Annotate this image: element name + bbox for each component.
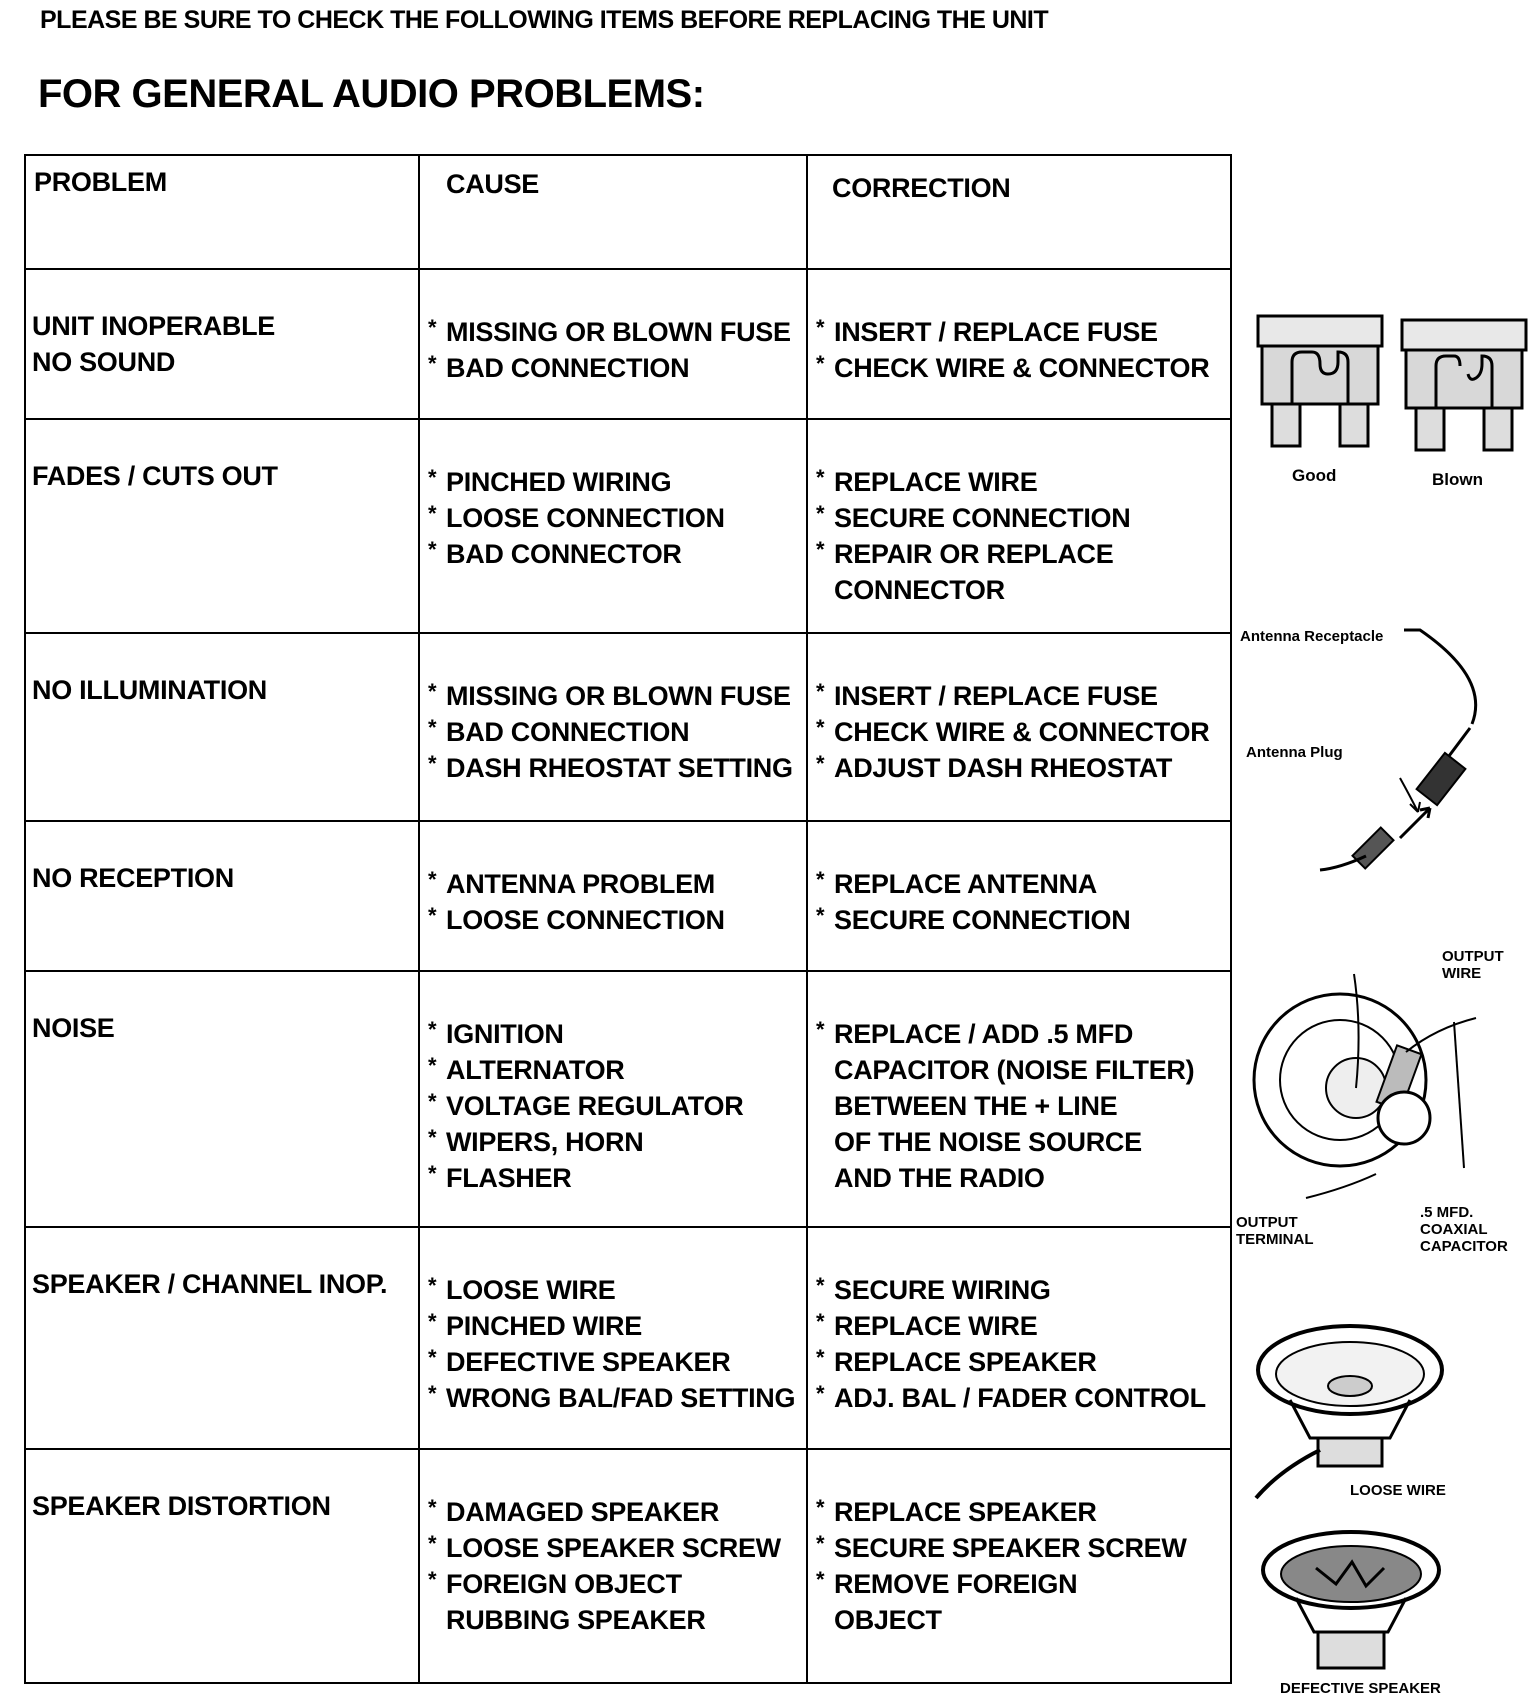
cause-item: * VOLTAGE REGULATOR <box>428 1088 806 1124</box>
fuse-good-label: Good <box>1292 466 1337 485</box>
correction-item: * CHECK WIRE & CONNECTOR <box>816 714 1230 750</box>
section-title: FOR GENERAL AUDIO PROBLEMS: <box>38 72 705 116</box>
cause-item: * FOREIGN OBJECT <box>428 1566 806 1602</box>
correction-item: OBJECT <box>834 1605 942 1635</box>
problem-cell: NO ILLUMINATION <box>25 633 419 821</box>
cause-item: * PINCHED WIRE <box>428 1308 806 1344</box>
correction-cell <box>807 633 1231 821</box>
correction-item: * CHECK WIRE & CONNECTOR <box>816 350 1230 386</box>
problem-cell: SPEAKER DISTORTION <box>25 1449 419 1683</box>
correction-item: * SECURE CONNECTION <box>816 500 1230 536</box>
cause-item: * WIPERS, HORN <box>428 1124 806 1160</box>
cause-item: * DEFECTIVE SPEAKER <box>428 1344 806 1380</box>
troubleshooting-table <box>24 154 1232 1684</box>
cause-item: * BAD CONNECTION <box>428 714 806 750</box>
table-header-row <box>25 155 1231 269</box>
problem-cell: NOISE <box>25 971 419 1227</box>
loose-wire-label: LOOSE WIRE <box>1350 1482 1446 1499</box>
output-terminal-label: OUTPUT TERMINAL <box>1236 1214 1314 1248</box>
fuse-blown-label: Blown <box>1432 470 1483 489</box>
cause-cell <box>419 419 807 633</box>
cause-item: * LOOSE SPEAKER SCREW <box>428 1530 806 1566</box>
correction-cell <box>807 821 1231 971</box>
capacitor-label: .5 MFD. COAXIAL CAPACITOR <box>1420 1204 1508 1255</box>
cause-item: * BAD CONNECTOR <box>428 536 806 572</box>
cause-item: RUBBING SPEAKER <box>446 1605 706 1635</box>
cause-cell <box>419 269 807 419</box>
cause-cell <box>419 971 807 1227</box>
table-row <box>25 1449 1231 1683</box>
problem-cell: FADES / CUTS OUT <box>25 419 419 633</box>
table-row <box>25 633 1231 821</box>
correction-item: OF THE NOISE SOURCE <box>834 1127 1142 1157</box>
cause-cell <box>419 1227 807 1449</box>
correction-item: * INSERT / REPLACE FUSE <box>816 314 1230 350</box>
cause-item: * IGNITION <box>428 1016 806 1052</box>
correction-item: CAPACITOR (NOISE FILTER) <box>834 1055 1195 1085</box>
cause-item: * LOOSE WIRE <box>428 1272 806 1308</box>
correction-item: * REPLACE / ADD .5 MFD <box>816 1016 1230 1052</box>
table-row <box>25 269 1231 419</box>
correction-item: * INSERT / REPLACE FUSE <box>816 678 1230 714</box>
problem-cell: SPEAKER / CHANNEL INOP. <box>25 1227 419 1449</box>
table-row <box>25 821 1231 971</box>
correction-item: * REMOVE FOREIGN <box>816 1566 1230 1602</box>
cause-cell <box>419 633 807 821</box>
correction-item: * ADJUST DASH RHEOSTAT <box>816 750 1230 786</box>
correction-item: * REPLACE ANTENNA <box>816 866 1230 902</box>
output-wire-label: OUTPUT WIRE <box>1442 948 1504 982</box>
problem-cell: NO RECEPTION <box>25 821 419 971</box>
cause-item: * FLASHER <box>428 1160 806 1196</box>
column-header-correction: CORRECTION <box>807 155 1231 269</box>
correction-item: * ADJ. BAL / FADER CONTROL <box>816 1380 1230 1416</box>
alternator-capacitor-illustration <box>1236 968 1486 1208</box>
defective-speaker-illustration <box>1256 1528 1446 1678</box>
correction-item: * SECURE WIRING <box>816 1272 1230 1308</box>
column-header-cause: CAUSE <box>419 155 807 269</box>
correction-item: * SECURE SPEAKER SCREW <box>816 1530 1230 1566</box>
correction-item: * REPAIR OR REPLACE <box>816 536 1230 572</box>
antenna-receptacle-label: Antenna Receptacle <box>1240 628 1384 645</box>
cause-item: * PINCHED WIRING <box>428 464 806 500</box>
correction-item: * REPLACE WIRE <box>816 1308 1230 1344</box>
cause-item: * DAMAGED SPEAKER <box>428 1494 806 1530</box>
cause-item: * MISSING OR BLOWN FUSE <box>428 314 806 350</box>
correction-cell <box>807 419 1231 633</box>
cause-item: * ANTENNA PROBLEM <box>428 866 806 902</box>
correction-item: * REPLACE SPEAKER <box>816 1344 1230 1380</box>
correction-item: CONNECTOR <box>834 575 1005 605</box>
correction-cell <box>807 1449 1231 1683</box>
correction-item: * REPLACE WIRE <box>816 464 1230 500</box>
correction-item: * SECURE CONNECTION <box>816 902 1230 938</box>
antenna-plug-label: Antenna Plug <box>1246 744 1343 761</box>
cause-item: * MISSING OR BLOWN FUSE <box>428 678 806 714</box>
column-header-problem: PROBLEM <box>25 155 419 269</box>
correction-cell <box>807 269 1231 419</box>
correction-cell <box>807 1227 1231 1449</box>
page-header: PLEASE BE SURE TO CHECK THE FOLLOWING ITEMS BEFORE REPLACING THE UNIT <box>40 6 1049 34</box>
cause-cell <box>419 821 807 971</box>
fuse-good-illustration <box>1252 312 1388 452</box>
table-row <box>25 1227 1231 1449</box>
cause-item: * ALTERNATOR <box>428 1052 806 1088</box>
cause-cell <box>419 1449 807 1683</box>
table-row <box>25 419 1231 633</box>
table-row <box>25 971 1231 1227</box>
defective-speaker-label: DEFECTIVE SPEAKER <box>1280 1680 1441 1697</box>
correction-cell <box>807 971 1231 1227</box>
fuse-blown-illustration <box>1396 316 1532 456</box>
cause-item: * BAD CONNECTION <box>428 350 806 386</box>
cause-item: * DASH RHEOSTAT SETTING <box>428 750 806 786</box>
problem-cell: UNIT INOPERABLE NO SOUND <box>25 269 419 419</box>
correction-item: BETWEEN THE + LINE <box>834 1091 1118 1121</box>
cause-item: * WRONG BAL/FAD SETTING <box>428 1380 806 1416</box>
cause-item: * LOOSE CONNECTION <box>428 902 806 938</box>
cause-item: * LOOSE CONNECTION <box>428 500 806 536</box>
correction-item: * REPLACE SPEAKER <box>816 1494 1230 1530</box>
correction-item: AND THE RADIO <box>834 1163 1045 1193</box>
